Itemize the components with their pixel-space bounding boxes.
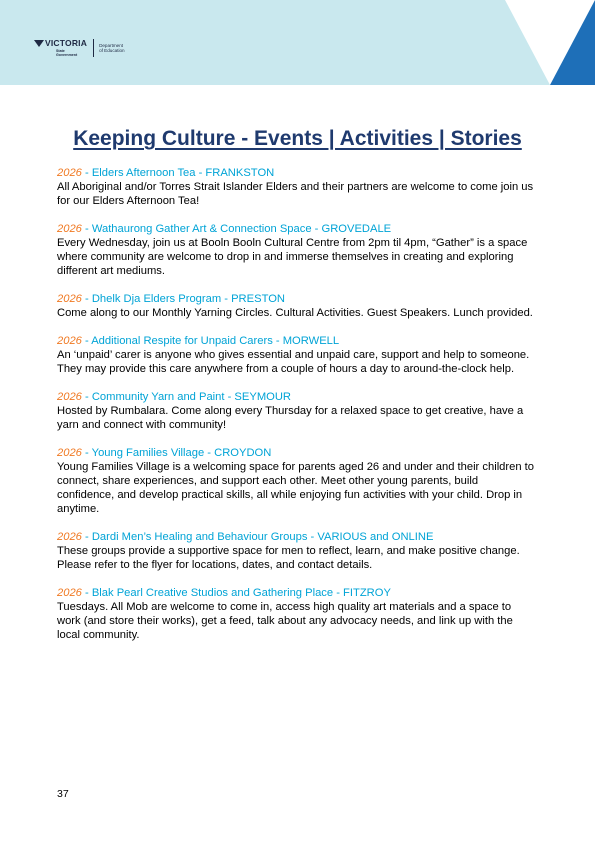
logo-mark [34,39,87,57]
event-title: - Elders Afternoon Tea - FRANKSTON [81,167,275,179]
event-year: 2026 [57,167,82,179]
event-item [57,222,535,278]
event-year: 2026 [57,223,82,235]
event-year: 2026 [57,587,82,599]
department-name: Department of Education [99,42,125,53]
events-list [57,166,535,656]
event-title: - Wathaurong Gather Art & Connection Space - GROVEDALE [81,223,392,235]
victoria-government-logo [34,36,125,60]
event-year: 2026 [57,391,82,403]
event-description: Come along to our Monthly Yarning Circles. Cultural Activities. Guest Speakers. Lunch provided. [57,307,533,319]
event-item [57,334,535,376]
event-year: 2026 [57,531,82,543]
event-year: 2026 [57,335,82,347]
event-heading [57,530,535,544]
event-description: An ‘unpaid’ carer is anyone who gives essential and unpaid care, support and help to someone. They may provide this care anywhere from a couple of hours a day to around-the-clock help. [57,349,530,375]
page-number: 37 [57,788,69,800]
event-title: - Community Yarn and Paint - SEYMOUR [81,391,291,403]
triangle-icon [34,40,44,47]
event-description: Hosted by Rumbalara. Come along every Thursday for a relaxed space to get creative, have a yarn and connect with community! [57,405,524,431]
event-item [57,390,535,432]
header-corner-graphic [495,0,595,85]
event-title: - Dhelk Dja Elders Program - PRESTON [81,293,285,305]
event-item [57,530,535,572]
event-heading [57,166,535,180]
event-heading [57,334,535,348]
event-item [57,446,535,516]
event-description: Tuesdays. All Mob are welcome to come in, access high quality art materials and a space to work (and store their works), get a feed, talk about any advocacy needs, and link up with the local community. [57,601,513,641]
logo-divider [93,39,94,57]
event-title: - Blak Pearl Creative Studios and Gathering Place - FITZROY [81,587,391,599]
page-title: Keeping Culture - Events | Activities | Stories [73,127,522,150]
logo-word: VICTORIA [45,38,88,49]
event-description: Young Families Village is a welcoming space for parents aged 26 and under and their children to connect, share experiences, and support each other. Meet other young parents, build confidence, and develop practical skills, all while enjoying fun activities with your child. Drop in anytime. [57,461,535,515]
event-item [57,166,535,208]
event-title: - Young Families Village - CROYDON [81,447,272,459]
event-description: These groups provide a supportive space for men to reflect, learn, and make positive change. Please refer to the flyer for locations, dates, and contact details. [57,545,520,571]
event-heading [57,292,535,306]
logo-sub-government: Government [56,52,78,57]
event-year: 2026 [57,293,82,305]
event-description: Every Wednesday, join us at Booln Booln Cultural Centre from 2pm til 4pm, “Gather” is a space where community are welcome to drop in and immerse themselves in creating and exploring different art mediums. [57,237,528,277]
event-title: - Dardi Men’s Healing and Behaviour Groups - VARIOUS and ONLINE [81,531,434,543]
event-description: All Aboriginal and/or Torres Strait Islander Elders and their partners are welcome to come join us for our Elders Afternoon Tea! [57,181,534,207]
event-title: - Additional Respite for Unpaid Carers - MORWELL [81,335,340,347]
event-item [57,586,535,642]
event-heading [57,390,535,404]
event-heading [57,222,535,236]
logo-sub-state: State [56,48,65,53]
event-heading [57,446,535,460]
event-item [57,292,535,320]
event-year: 2026 [57,447,82,459]
event-heading [57,586,535,600]
